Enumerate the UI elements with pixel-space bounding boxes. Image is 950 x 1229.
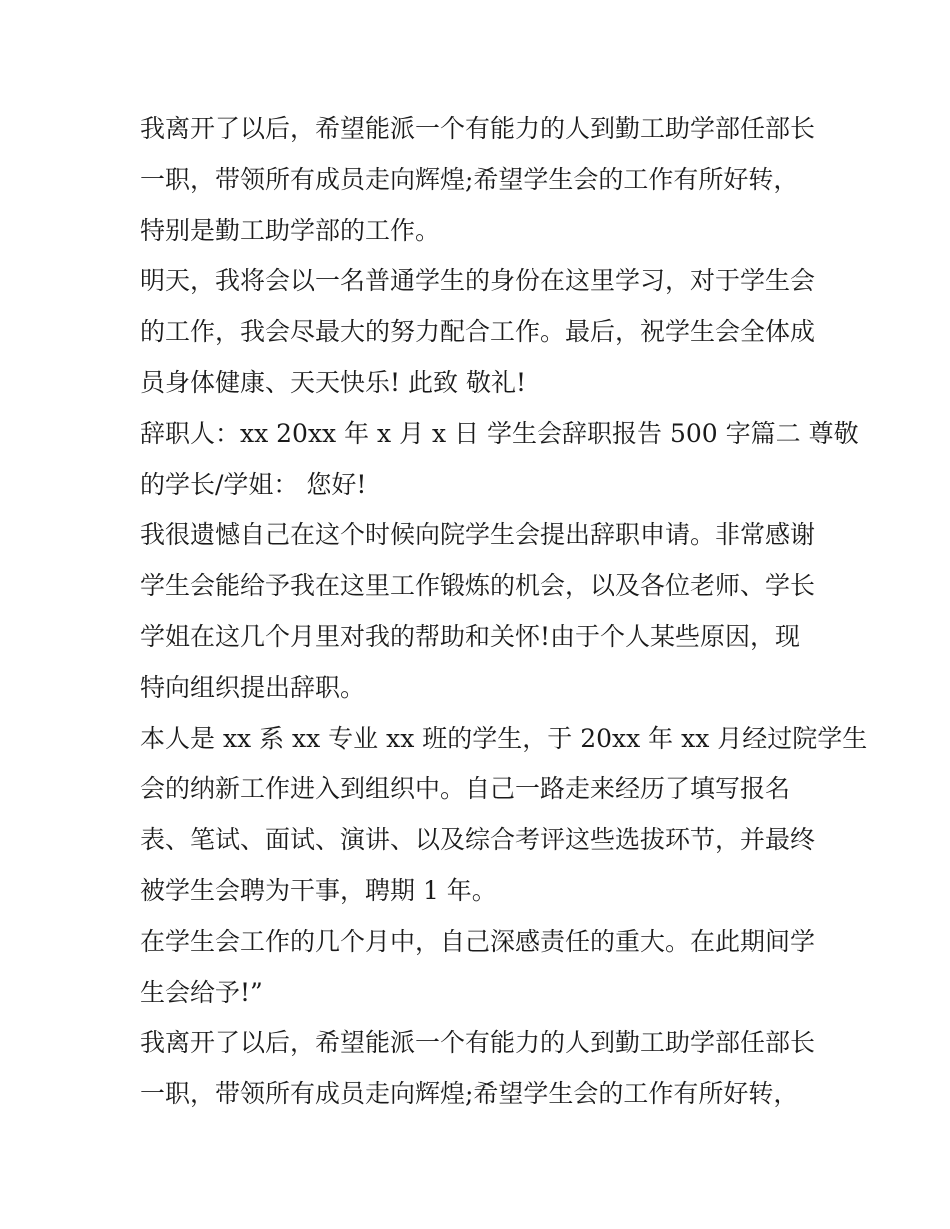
text-line: 辞职人：xx 20xx 年 x 月 x 日 学生会辞职报告 500 字篇二 尊敬 <box>140 418 859 448</box>
text-line: 我离开了以后，希望能派一个有能力的人到勤工助学部任部长 <box>140 114 816 143</box>
text-line: 在学生会工作的几个月中，自己深感责任的重大。在此期间学 <box>140 926 816 956</box>
text-line: 明天，我将会以一名普通学生的身份在这里学习，对于学生会 <box>140 266 816 296</box>
text-line: 特别是勤工助学部的工作。 <box>140 215 441 245</box>
text-line: 生会给予!” <box>140 977 263 1007</box>
text-line: 员身体健康、天天快乐! 此致 敬礼! <box>140 367 526 397</box>
text-line: 特向组织提出辞职。 <box>140 672 366 702</box>
text-line: 我很遗憾自己在这个时候向院学生会提出辞职申请。非常感谢 <box>140 520 816 550</box>
text-line: 表、笔试、面试、演讲、以及综合考评这些选拔环节，并最终 <box>140 825 816 855</box>
text-line: 被学生会聘为干事，聘期 1 年。 <box>140 875 497 905</box>
text-line: 本人是 xx 系 xx 专业 xx 班的学生，于 20xx 年 xx 月经过院学生 <box>140 723 868 753</box>
text-line: 学生会能给予我在这里工作锻炼的机会，以及各位老师、学长 <box>140 571 816 601</box>
text-line: 会的纳新工作进入到组织中。自己一路走来经历了填写报名 <box>140 774 791 804</box>
document-body <box>140 104 868 1120</box>
text-line: 我离开了以后，希望能派一个有能力的人到勤工助学部任部长 <box>140 1028 816 1058</box>
text-line: 学姐在这几个月里对我的帮助和关怀!由于个人某些原因，现 <box>140 621 801 651</box>
text-line: 的学长/学姐： 您好! <box>140 469 367 499</box>
text-line: 一职，带领所有成员走向辉煌;希望学生会的工作有所好转， <box>140 1079 799 1109</box>
text-line: 一职，带领所有成员走向辉煌;希望学生会的工作有所好转， <box>140 164 799 194</box>
text-line: 的工作，我会尽最大的努力配合工作。最后，祝学生会全体成 <box>140 317 816 347</box>
